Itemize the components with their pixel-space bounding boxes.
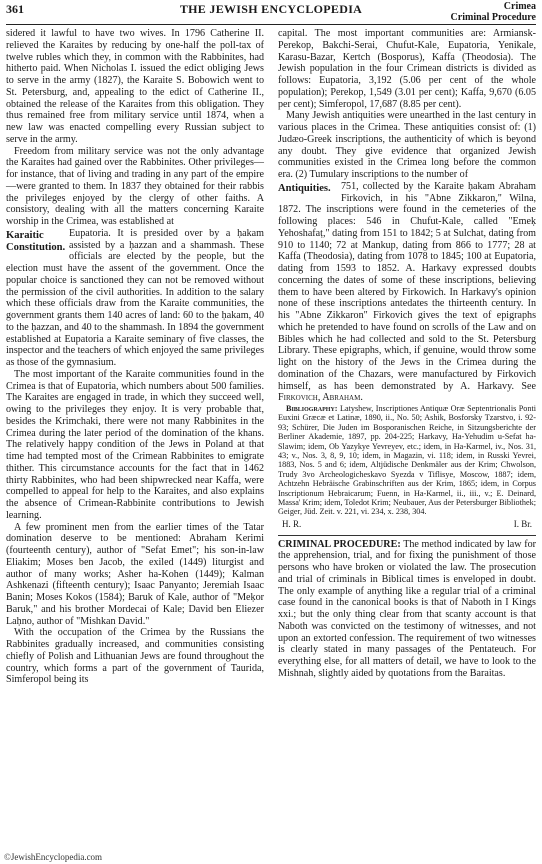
page-number: 361 [6,2,24,16]
copyright-footer: ©JewishEncyclopedia.com [4,852,103,862]
paragraph-text: The method indicated by law for the apprehension, trial, and for fixing the punishment of those persons who have broken or violated the law. The prosecution and trial of criminals in Biblical times is enveloped in doubt. The only example of anything like a regular trial of a criminal case found in the canonical books is that of Naboth in I Kings xxi.; but the only thing clear from that scanty account is that Naboth was convicted on the testimony of witnesses, and not upon an extorted confession. The requirement of two witnesses is clearly stated in many passages of the Pentateuch. For everything else, for all matters of detail, we have to look to the Mishnah, slightly aided by quotations from the Baraitas. [278,538,536,679]
running-head [451,1,536,23]
side-label-antiquities: Antiquities. [278,182,331,194]
paragraph-text: 751, collected by the Karaite ḥakam Abraham Firkovich, in his "Abne Zikkaron," Wilna, 1872. The inscriptions were found in the cemeteries of the following places: 546 in Chufut-Kale, called "Emeḳ Yehoshafaṭ," dating from 151 to 1842; 5 at Sulchat, dating from 910 to 1140; 72 at Mankup, dating from 866 to 1777; 28 at Kaffa (Theodosia), dating from 1078 to 1845; 100 at Eupatoria, dating from 1593 to 1852. A. Harkavy expressed doubts concerning the dates of some of these inscriptions, believing them to have been altered by Firkowich. In Harkavy's opinion none of these inscriptions antedates the thirteenth century. In his "Abne Zikkaron" Firkovich gives the text of epigraphs which he pretended to have found on scrolls of the Law and on Bibles which he had collected and sold to the St. Petersburg Library. These epigraphs, which, if genuine, would throw some light on the history of the Jews in the Crimea during the domination of the Chazars, were manufactured by Firkovich himself, as has been demonstrated by A. Harkavy. See [278,180,536,392]
running-head-criminal-procedure: Criminal Procedure [450,12,536,23]
paragraph: capital. The most important communities are: Armiansk-Perekop, Bakchi-Serai, Chufut-Kale, Eupatoria, Yenikale, Karasu-Bazar, Kertch (Bosporus), Kaffa (Theodosia). The Jewish population in the four Crimean districts is divided as follows: Eupatoria, 3,192 (5.06 per cent of the whole population); Perekop, 1,549 (3.01 per cent); Kaffa, 9,670 (6.05 per cent); Simferopol, 17,687 (8.85 per cent). [278,28,536,110]
paragraph: Many Jewish antiquities were unearthed in the last century in various places in the Crimea. These antiquities consist of: (1) Judæo-Greek inscriptions, the authenticity of which is beyond any doubt. They give evidence that organized Jewish communities existed in the Crimea long before the common era. (2) Tumulary inscriptions to the number of [278,110,536,180]
paragraph: With the occupation of the Crimea by the Russians the Rabbinites gradually increased, and communities consisting chiefly of Polish and Lithuanian Jews are found throughout the country, which forms a part of the government of Taurida, Simferopol being its [6,627,264,686]
signature-right: I. Br. [513,518,532,529]
paragraph-with-side-label [6,228,264,369]
bibliography-text: Latyshew, Inscriptiones Antiquæ Oræ Septentrionalis Ponti Euxini Græcæ et Latinæ, 1890, ii., No. 50; Ashik, Bosforsky Tzarstvo, i. 92-93; Schürer, Die Juden im Bosporanischen Reiche, in Sitzungsberichte der Berliner Akademie, 1897, pp. 204-225; Harkavy, Ha-Yehudim u-Sefat ha-Slawim; idem, Ob Yazykye Yevreyev, etc.; idem, in Ha-Karmel, iv., Nos. 31, 43; v., Nos. 3, 8, 9, 10; idem, in Magazin, vi. 118; idem, in Russki Yevrei, 1883, Nos. 5 and 6; idem, Altjüdische Denkmäler aus der Krim; Chwolson, Trudy 3vo Archeologicheskavo Syezda v Tiflisye, Moscow, 1887; idem, Achtzehn Hebräische Grabinschriften aus der Krim, 1865; idem, in Corpus Inscriptionum Hebraicarum; Fuenn, in Ha-Karmel, ii., iii., v.; E. Deinard, Massa' Krim; idem, Toledot Krim; Neubauer, Aus der Petersburger Bibliothek; Geiger, Jüd. Zeit. v. 221, vi. 234, x. 238, 304. [278,404,537,517]
right-column [278,28,536,680]
paragraph: sidered it lawful to have two wives. In 1796 Catherine II. relieved the Karaites by reducing by one-half the poll-tax of twelve rubles which they, in common with the Rabbinites, had hitherto paid. When Nicholas I. issued the edict obliging Jews to serve in the army (1827), the Karaite S. Bobowich went to St. Petersburg, and, appealing to the edict of Catherine II., obtained the release of the Karaites from this obligation. They thus remained free from military service until 1874, when a new law was enacted compelling every Russian subject to serve in the army. [6,28,264,145]
journal-title: THE JEWISH ENCYCLOPEDIA [179,2,363,16]
side-label-karaitic-constitution: Karaitic Constitution. [6,229,66,253]
paragraph-with-side-label [278,181,536,404]
page-header [6,2,536,25]
signature-left: H. R. [282,518,302,529]
see-reference: Firkovich, Abraham. [278,392,363,404]
paragraph: A few prominent men from the earlier times of the Tatar domination deserve to be mentioned: Abraham Kerimi (fourteenth century), author of "Sefat Emet"; his son-in-law Eliakim; Moses ben Jacob, the exiled (1449) liturgist and author of many works; Asher ha-Kohen (1449); Kalman Ashkenazi (fifteenth century); Isaac Panyanto; Jeremiah Isaac Banin; Moses Kokos (1584); Baruk of Kale, author of "Meḳor Baruk," and his brother Mordecai of Kale; David ben Eliezer Laḥno, author of "Mishkan David." [6,521,264,627]
left-column [6,28,264,686]
paragraph-criminal-procedure [278,539,536,680]
section-divider [278,535,536,536]
author-signatures [278,519,536,531]
running-head-crimea: Crimea [503,1,536,12]
paragraph: Freedom from military service was not the only advantage the Karaites had gained over the Rabbinites. Other privileges—for instance, that of living and trading in any part of the empire—were granted to them. In 1837 they obtained for their rabbis the privileges enjoyed by the clergy of other faiths. A consistory, dealing with all the matters concerning Karaite worship in the Crimea, was established at [6,145,264,227]
bibliography [278,404,536,517]
bibliography-label: Bibliography: [286,404,338,413]
paragraph-text: Eupatoria. It is presided over by a ḥakam assisted by a ḥazzan and a shammash. These officials are elected by the people, but the election must have the assent of the government. Once the popular choice is sanctioned they can not be removed without the permission of the civil authorities. In addition to the salary which these officials draw from the Karaite communities, the government grants them 140 acres of land: 60 to the ḥakam, 40 to the ḥazzan, and 40 to the shammash. In 1894 the government established at Eupatoria a Karaite seminary of five classes, the inspector and the teachers of which enjoyed the same privileges as those of the gymnasium. [6,227,264,368]
paragraph: The most important of the Karaite communities found in the Crimea is that of Eupatoria, which numbers about 500 families. The Karaites are engaged in trade, in which they succeed well, owing to the privileges they enjoy. It is very probable that, besides the Krimchaki, there were not many Rabbinites in the Crimea during the later period of the domination of the khans. The relatively happy condition of the Jews in Poland at that time had tempted most of the Crimean Rabbinites to emigrate thither. This circumstance accounts for the fact that in 1462 thirty Rabbinites, who had been shipwrecked near Kaffa, were compelled to appeal for help to the Karaites, and also explains the absence of Crimean-Rabbinite contributions to Jewish learning. [6,368,264,521]
entry-heading: CRIMINAL PROCEDURE: [278,538,401,550]
